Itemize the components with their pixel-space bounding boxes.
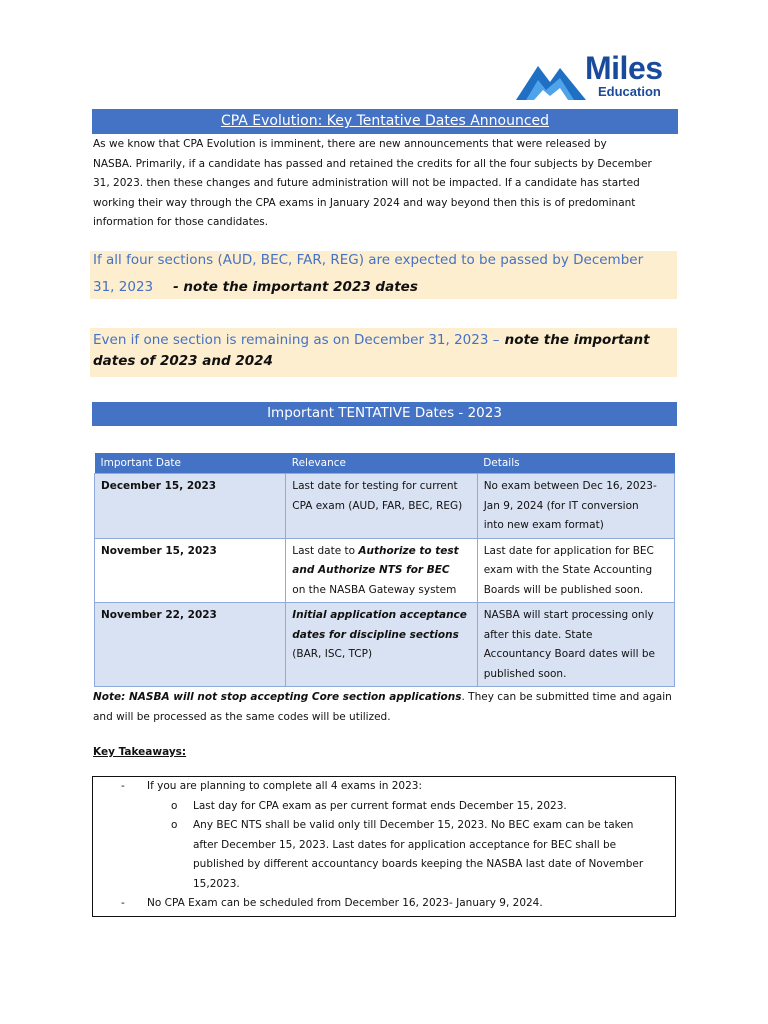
column-header: Relevance [286, 453, 477, 474]
miles-education-logo [516, 50, 672, 102]
details-cell [477, 603, 674, 687]
key-takeaways-heading: Key Takeaways: [93, 746, 187, 758]
cell-line: NASBA will start processing only [483, 609, 654, 621]
date-cell: December 15, 2023 [95, 474, 286, 539]
cell-emphasis: dates for discipline sections [292, 628, 459, 641]
table-row [95, 474, 675, 539]
cell-line: Accountancy Board dates will be [483, 648, 655, 660]
intro-line: As we know that CPA Evolution is imminent, there are new announcements that were released by [93, 138, 607, 150]
callout-all-four-sections [90, 251, 677, 299]
sub-list-item-line: published by different accountancy boards keeping the NASBA last date of November [193, 858, 644, 870]
note-emphasis: Note: NASBA will not stop accepting Core section applications [93, 691, 462, 703]
cell-line: Jan 9, 2024 (for IT conversion [483, 499, 639, 512]
callout-emphasis-text: dates of 2023 and 2024 [93, 353, 273, 369]
relevance-cell [286, 538, 477, 603]
relevance-cell [286, 603, 477, 687]
cell-line: into new exam format) [483, 519, 604, 531]
cell-line [292, 542, 470, 562]
cell-emphasis: Authorize to test [358, 544, 459, 557]
details-cell [477, 538, 674, 603]
sub-list-item-line: 15,2023. [193, 877, 240, 890]
sub-list-item-line: Any BEC NTS shall be valid only till December 15, 2023. No BEC exam can be taken [193, 819, 634, 831]
cell-emphasis: and Authorize NTS for BEC [292, 564, 450, 576]
cell-text: Last date to [292, 544, 359, 557]
cell-line: after this date. State [483, 628, 593, 641]
cell-line: published soon. [483, 667, 567, 680]
table-row [95, 603, 675, 687]
cell-line: Boards will be published soon. [483, 583, 644, 596]
intro-paragraph [93, 135, 679, 233]
cell-line: No exam between Dec 16, 2023- [483, 480, 657, 492]
callout-blue-text: 31, 2023 [93, 279, 154, 295]
list-dash: - [121, 897, 125, 909]
callout-line [93, 276, 418, 295]
document-title: CPA Evolution: Key Tentative Dates Announced [220, 113, 550, 129]
date-cell: November 22, 2023 [95, 603, 286, 687]
intro-line: information for those candidates. [93, 216, 269, 228]
cell-emphasis: Initial application acceptance [292, 609, 467, 621]
callout-line [93, 329, 650, 348]
callout-blue-text: Even if one section is remaining as on December 31, 2023 – [93, 332, 500, 348]
table-header-row [95, 453, 675, 474]
key-takeaways-box [92, 776, 676, 917]
logo-subtitle: Education [598, 84, 661, 99]
cell-line: exam with the State Accounting [483, 564, 653, 576]
relevance-cell [286, 474, 477, 539]
intro-line: NASBA. Primarily, if a candidate has passed and retained the credits for all the four subjects by December [93, 157, 652, 170]
document-title-bar [92, 109, 678, 134]
intro-line: 31, 2023. then these changes and future administration will not be impacted. If a candidate has started [93, 177, 640, 189]
callout-line: If all four sections (AUD, BEC, FAR, REG) are expected to be passed by December [93, 252, 644, 268]
table-row [95, 538, 675, 603]
important-dates-table [94, 453, 675, 687]
callout-one-section-remaining [90, 328, 677, 377]
dates-section-heading: Important TENTATIVE Dates - 2023 [92, 402, 677, 426]
list-item: If you are planning to complete all 4 exams in 2023: [147, 780, 422, 792]
sub-list-item-line: after December 15, 2023. Last dates for application acceptance for BEC shall be [193, 838, 617, 851]
callout-emphasis-text: note the important [504, 332, 650, 348]
cell-line: CPA exam (AUD, FAR, BEC, REG) [292, 499, 463, 512]
cell-line: Last date for application for BEC [483, 544, 654, 557]
list-dash: - [121, 780, 125, 792]
cell-line: (BAR, ISC, TCP) [292, 648, 373, 660]
note-text: . They can be submitted time and again [461, 691, 672, 703]
sub-bullet: o [171, 819, 178, 831]
note-line [93, 688, 679, 708]
sub-bullet: o [171, 799, 178, 812]
sub-list-item: Last day for CPA exam as per current format ends December 15, 2023. [193, 799, 567, 812]
column-header: Details [477, 453, 674, 474]
logo-wordmark: Miles [585, 50, 663, 86]
cell-line: on the NASBA Gateway system [292, 583, 457, 596]
date-cell: November 15, 2023 [95, 538, 286, 603]
list-item: No CPA Exam can be scheduled from December 16, 2023- January 9, 2024. [147, 897, 543, 909]
details-cell [477, 474, 674, 539]
column-header: Important Date [95, 453, 286, 474]
intro-line: working their way through the CPA exams in January 2024 and way beyond then this is of predominant [93, 196, 636, 209]
callout-emphasis-text: - note the important 2023 dates [173, 279, 418, 295]
note-line: and will be processed as the same codes will be utilized. [93, 710, 391, 723]
mountain-logo-icon [516, 56, 586, 100]
note-paragraph [93, 688, 679, 727]
cell-line: Last date for testing for current [292, 480, 458, 492]
